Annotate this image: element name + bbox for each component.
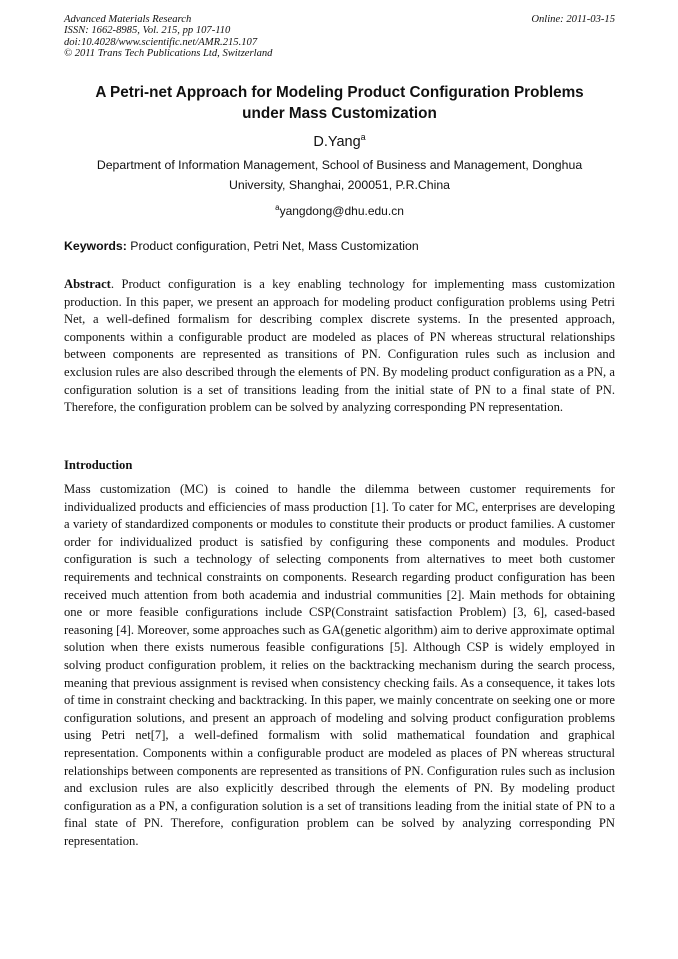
affiliation-line-1: Department of Information Management, School of Business and Management, Donghua: [96, 158, 583, 172]
doi-line: doi:10.4028/www.scientific.net/AMR.215.107: [64, 36, 258, 48]
abstract: [64, 276, 615, 417]
affiliation-line-2: University, Shanghai, 200051, P.R.China: [228, 178, 451, 192]
introduction-paragraph: Mass customization (MC) is coined to handle the dilemma between customer requirements for individualized products and efficiencies of mass production [1]. To cater for MC, enterprises are developing a variety of standardized components or modules to constitute their products or product families. A customer order for individualized product is satisfied by configuring these components and modules. Product configuration is such a technology of selecting components from alternatives to meet both customer requirements and technical constraints on components. Research regarding product configuration has been received much attention from both academia and industrial communities [2]. Main methods for obtaining one or more feasible configurations include CSP(Constraint satisfaction Problem) [3, 6], cased-based reasoning [4]. Moreover, some approaches such as GA(genetic algorithm) aim to derive approximate optimal solution when there exists numerous feasible configurations [5]. Although CSP is widely employed in solving product configuration problem, it relies on the backtracking mechanism during the search process, meaning that previous assignment is revised when consistency checking fails. As a consequence, it takes lots of time in constraint checking and backtracking. In this paper, we mainly concentrate on seeking one or more configuration solutions, and present an approach of modeling and solving product configuration problems using Petri net[7], a well-defined formalism with solid mathematical foundation and graphical representation. Components within a configurable product are modeled as places of PN whereas structural relationships between components are represented as transitions of PN. Configuration rules such as inclusion and exclusion rules are also explicitly described through the elements of PN. By modeling product configuration as a PN, a configuration solution is a set of transitions leading from the initial state of PN to a final state of PN. Therefore, configuration problem can be solved by analyzing corresponding PN representation.: [64, 482, 615, 848]
keywords-text: Product configuration, Petri Net, Mass Customization: [126, 239, 419, 253]
author-email: [64, 200, 615, 219]
keywords-label: Keywords:: [64, 239, 127, 253]
email-superscript: a: [275, 203, 280, 212]
journal-header: [64, 14, 272, 59]
online-date: Online: 2011-03-15: [531, 14, 615, 25]
journal-name: Advanced Materials Research: [64, 14, 192, 25]
abstract-label: Abstract: [64, 277, 111, 291]
author-name: D.Yang: [313, 133, 361, 150]
abstract-text: . Product configuration is a key enabling technology for implementing mass customization production. In this paper, we present an approach for modeling product configuration problems using Petri Net, a well-defined formalism for describing complex discrete systems. In the presented approach, components within a configurable product are modeled as places of PN whereas structural relationships between components are represented as transitions of PN. Configuration rules such as inclusion and exclusion rules are also described through the elements of PN. By modeling product configuration as a PN, a configuration solution is a set of transitions leading from the initial state of PN to a final state of PN. Therefore, the configuration problem can be solved by analyzing corresponding PN representation.: [64, 277, 615, 415]
keywords: [64, 238, 615, 254]
author-superscript: a: [360, 132, 366, 142]
copyright-line: © 2011 Trans Tech Publications Ltd, Switzerland: [64, 47, 273, 59]
email-address: yangdong@dhu.edu.cn: [279, 204, 404, 218]
issn-line: ISSN: 1662-8985, Vol. 215, pp 107-110: [64, 25, 231, 37]
section-heading-introduction: Introduction: [64, 458, 133, 472]
title-line-1: A Petri-net Approach for Modeling Product Configuration Problems: [95, 84, 584, 101]
author: [64, 128, 615, 151]
title-line-2: under Mass Customization: [242, 105, 437, 122]
affiliation: [64, 155, 615, 195]
paper-title: [64, 82, 615, 124]
